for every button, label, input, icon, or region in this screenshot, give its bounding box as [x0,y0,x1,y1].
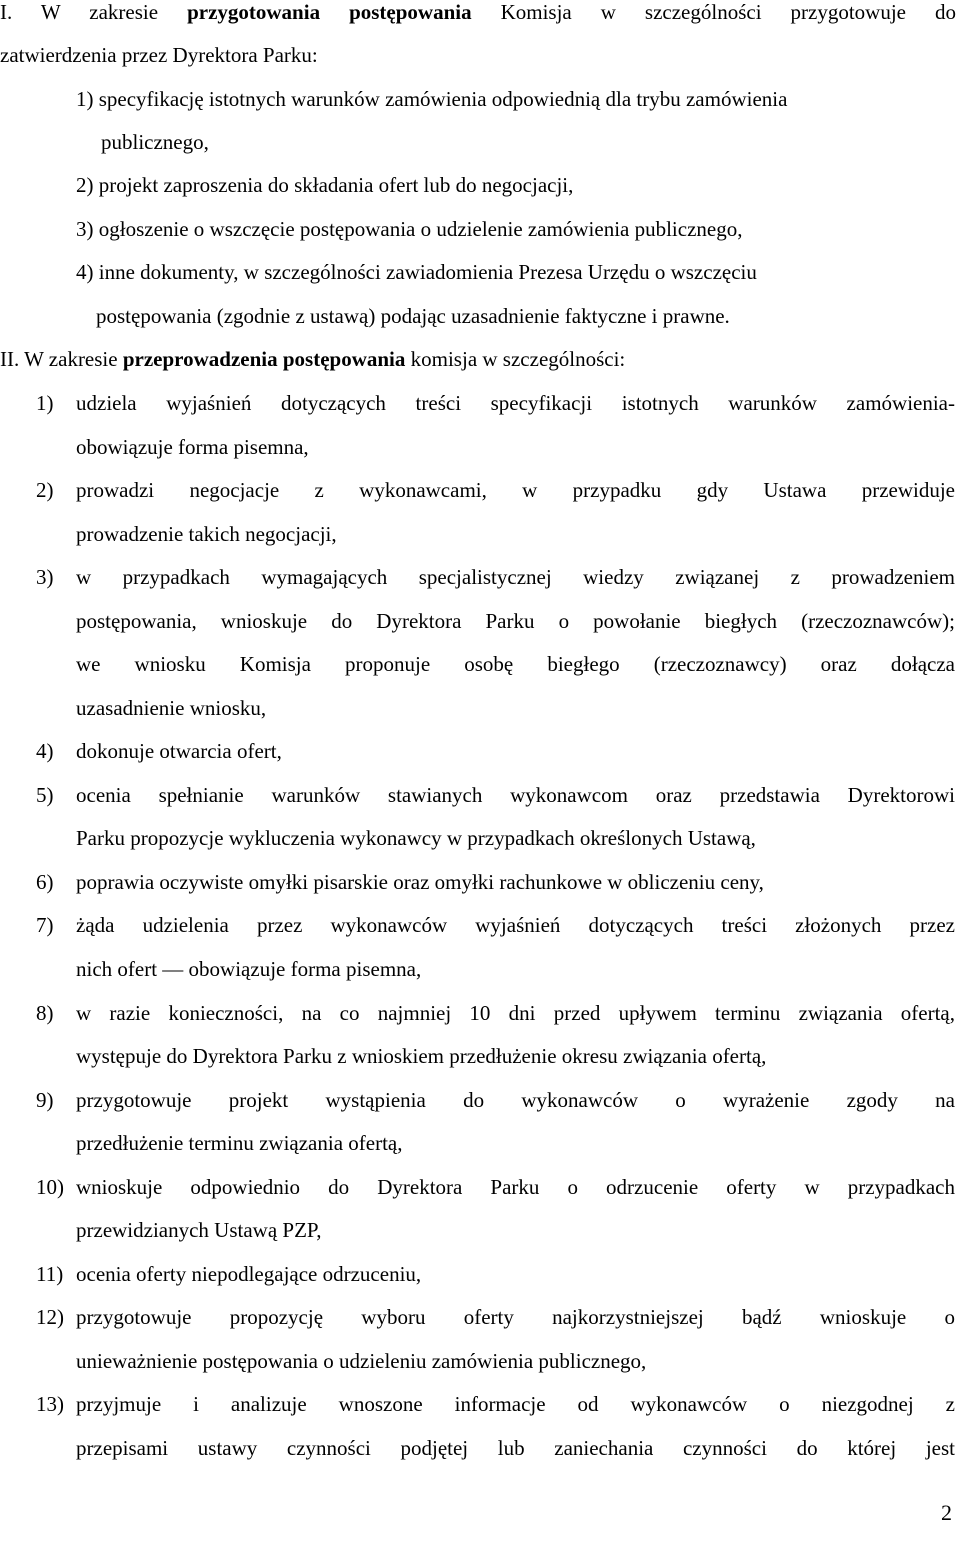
section-2-heading-rest: komisja w szczególności: [405,347,626,371]
list-item-number: 3) [36,565,54,589]
list-item-number: 13) [36,1392,64,1416]
list-item-number: 2) [36,478,54,502]
list-item-number: 12) [36,1305,64,1329]
list-item-cont [0,1346,958,1376]
list-item [0,562,958,592]
list-item-number: 8) [36,1001,54,1025]
list-item-text: Parku propozycje wykluczenia wykonawcy w przypadkach określonych Ustawą, [76,826,756,850]
list-item [0,475,958,505]
page-number: 2 [941,1500,952,1525]
list-item-cont [0,1215,958,1245]
list-item [0,1172,958,1202]
list-item-number: 4) [36,739,54,763]
list-item-text: dokonuje otwarcia ofert, [76,739,282,763]
section-1-item-2: 2) projekt zaproszenia do składania ofert lub do negocjacji, [76,173,574,197]
list-item-cont [0,823,958,853]
list-item-cont [0,1041,958,1071]
list-item-cont [0,519,958,549]
list-item-text: przyjmuje i analizuje wnoszone informacje od wykonawców o niezgodnej z [76,1392,955,1416]
list-item [0,1085,958,1115]
list-item-text: przepisami ustawy czynności podjętej lub zaniechania czynności do której jest [76,1436,955,1460]
list-item-text: ocenia oferty niepodlegające odrzuceniu, [76,1262,422,1286]
section-1-item-4-line-1: 4) inne dokumenty, w szczególności zawiadomienia Prezesa Urzędu o wszczęciu [76,260,757,284]
list-item-text: obowiązuje forma pisemna, [76,435,309,459]
section-2-heading-bold: przeprowadzenia postępowania [122,347,406,371]
list-item-text: przewidzianych Ustawą PZP, [76,1218,322,1242]
list-item-cont [0,1128,958,1158]
list-item-number: 7) [36,913,54,937]
section-2-heading-prefix: II. W zakresie [0,347,123,371]
list-item-text: przedłużenie terminu związania ofertą, [76,1131,403,1155]
list-item [0,1259,958,1289]
list-item [0,736,958,766]
section-1-heading-prefix: I. W zakresie [0,0,188,24]
list-item-text: występuje do Dyrektora Parku z wnioskiem przedłużenie okresu związania ofertą, [76,1044,767,1068]
list-item-number: 5) [36,783,54,807]
list-item-text: ocenia spełnianie warunków stawianych wykonawcom oraz przedstawia Dyrektorowi [76,783,955,807]
section-1-item-3: 3) ogłoszenie o wszczęcie postępowania o udzielenie zamówienia publicznego, [76,217,743,241]
list-item-text: we wniosku Komisja proponuje osobę biegłego (rzeczoznawcy) oraz dołącza [76,652,955,676]
section-1-heading-cont: zatwierdzenia przez Dyrektora Parku: [0,43,318,67]
list-item-text: poprawia oczywiste omyłki pisarskie oraz omyłki rachunkowe w obliczeniu ceny, [76,870,764,894]
list-item-text: wnioskuje odpowiednio do Dyrektora Parku o odrzucenie oferty w przypadkach [76,1175,955,1199]
list-item-text: unieważnienie postępowania o udzieleniu zamówienia publicznego, [76,1349,647,1373]
list-item-text: postępowania, wnioskuje do Dyrektora Parku o powołanie biegłych (rzeczoznawców); [76,609,955,633]
list-item-cont [0,606,958,636]
list-item-text: przygotowuje projekt wystąpienia do wykonawców o wyrażenie zgody na [76,1088,955,1112]
list-item-text: w razie konieczności, na co najmniej 10 dni przed upływem terminu związania ofertą, [76,1001,955,1025]
section-1-heading-rest: Komisja w szczególności przygotowuje do [471,0,956,24]
list-item [0,1389,958,1419]
section-2-heading [0,344,958,374]
section-1-heading-bold: przygotowania postępowania [187,0,472,24]
list-item-cont [0,1433,958,1463]
list-item [0,998,958,1028]
list-item-number: 11) [36,1262,64,1286]
list-item-text: żąda udzielenia przez wykonawców wyjaśnień dotyczących treści złożonych przez [76,913,955,937]
list-item-text: w przypadkach wymagających specjalistycznej wiedzy związanej z prowadzeniem [76,565,955,589]
section-1-item-4-line-2: postępowania (zgodnie z ustawą) podając uzasadnienie faktyczne i prawne. [96,304,730,328]
list-item [0,910,958,940]
list-item-number: 9) [36,1088,54,1112]
list-item [0,1302,958,1332]
list-item-number: 6) [36,870,54,894]
list-item-number: 10) [36,1175,64,1199]
list-item-text: przygotowuje propozycję wyboru oferty najkorzystniejszej bądź wnioskuje o [76,1305,955,1329]
list-item-cont [0,649,958,679]
list-item-text: uzasadnienie wniosku, [76,696,267,720]
list-item-cont [0,693,958,723]
list-item [0,388,958,418]
list-item-number: 1) [36,391,54,415]
list-item [0,780,958,810]
list-item-text: prowadzenie takich negocjacji, [76,522,337,546]
section-1-heading [0,0,956,27]
list-item-text: prowadzi negocjacje z wykonawcami, w przypadku gdy Ustawa przewiduje [76,478,955,502]
section-1-item-1-line-2: publicznego, [101,130,209,154]
list-item-text: nich ofert — obowiązuje forma pisemna, [76,957,422,981]
list-item-cont [0,954,958,984]
list-item-text: udziela wyjaśnień dotyczących treści specyfikacji istotnych warunków zamówienia- [76,391,955,415]
section-1-item-1-line-1: 1) specyfikację istotnych warunków zamówienia odpowiednią dla trybu zamówienia [76,87,788,111]
list-item-cont [0,432,958,462]
list-item [0,867,958,897]
